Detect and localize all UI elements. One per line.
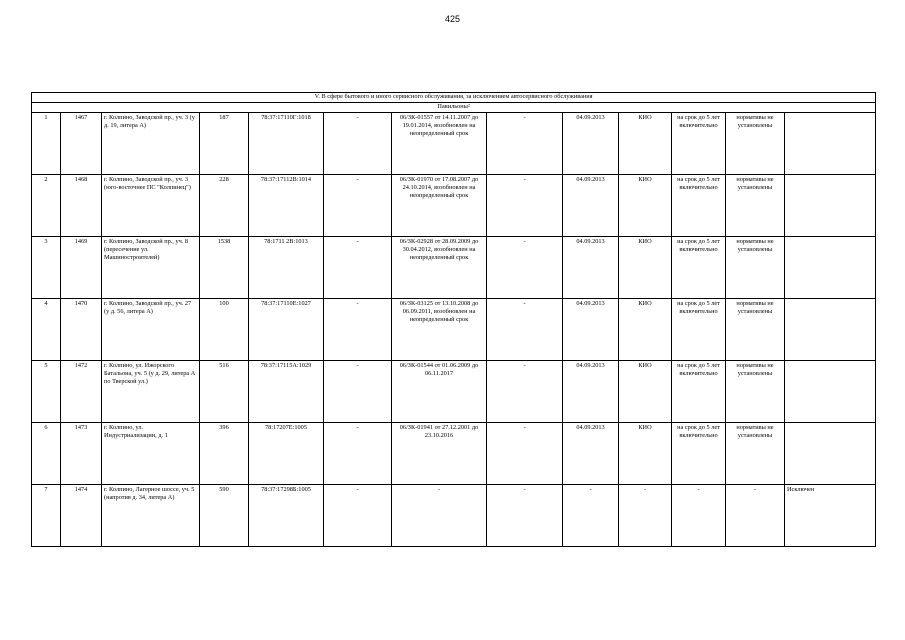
cell-document: 06/ЗК-03125 от 13.10.2008 до 06.09.2011, возобновлен на неопределенный срок xyxy=(392,299,487,361)
cell-registry-number: 1468 xyxy=(61,175,102,237)
registry-table-body xyxy=(32,93,876,547)
section-title-row xyxy=(32,93,876,103)
cell-note: Исключен xyxy=(785,485,876,547)
cell-registry-number: 1472 xyxy=(61,361,102,423)
cell-empty-cell: - xyxy=(324,237,392,299)
cell-address: г. Колпино, Заводской пр., уч. 3 (у д. 19, литера А) xyxy=(102,113,200,175)
cell-cadastral-number: 78:37:17298Б:1005 xyxy=(249,485,324,547)
cell-empty-cell: - xyxy=(324,113,392,175)
cell-row-number: 5 xyxy=(32,361,61,423)
cell-norms: нормативы не установлены xyxy=(726,361,785,423)
cell-document: 06/ЗК-02928 от 28.09.2009 до 30.04.2012, возобновлен на неопределенный срок xyxy=(392,237,487,299)
cell-empty-cell: - xyxy=(487,423,563,485)
cell-term: на срок до 5 лет включительно xyxy=(672,113,726,175)
cell-norms: нормативы не установлены xyxy=(726,299,785,361)
cell-registry-number: 1473 xyxy=(61,423,102,485)
cell-note xyxy=(785,423,876,485)
cell-term: на срок до 5 лет включительно xyxy=(672,237,726,299)
cell-row-number: 3 xyxy=(32,237,61,299)
cell-row-number: 4 xyxy=(32,299,61,361)
cell-area: 187 xyxy=(200,113,249,175)
cell-address: г. Колпино, ул. Ижорского Батальона, уч. 5 (у д. 29, литера А по Тверской ул.) xyxy=(102,361,200,423)
section-subtitle: Павильоны² xyxy=(32,103,876,113)
cell-empty-cell: - xyxy=(487,113,563,175)
cell-empty-cell: - xyxy=(324,361,392,423)
cell-empty-cell: - xyxy=(324,175,392,237)
cell-term: на срок до 5 лет включительно xyxy=(672,361,726,423)
cell-document: 06/ЗК-01544 от 01.06.2009 до 06.11.2017 xyxy=(392,361,487,423)
cell-authority: - xyxy=(619,485,672,547)
page-number: 425 xyxy=(444,14,461,24)
cell-empty-cell: - xyxy=(487,237,563,299)
table-row xyxy=(32,237,876,299)
cell-norms: нормативы не установлены xyxy=(726,175,785,237)
cell-row-number: 6 xyxy=(32,423,61,485)
cell-date: 04.09.2013 xyxy=(563,423,619,485)
cell-address: г. Колпино, Заводской пр., уч. 8 (пересечение ул. Машиностроителей) xyxy=(102,237,200,299)
cell-empty-cell: - xyxy=(487,361,563,423)
cell-date: 04.09.2013 xyxy=(563,113,619,175)
cell-document: 06/ЗК-01557 от 14.11.2007 до 19.01.2014, возобновлен на неопределенный срок xyxy=(392,113,487,175)
cell-empty-cell: - xyxy=(487,485,563,547)
cell-cadastral-number: 78:17207Е:1005 xyxy=(249,423,324,485)
cell-registry-number: 1469 xyxy=(61,237,102,299)
cell-address: г. Колпино, ул. Индустриализации, д. 1 xyxy=(102,423,200,485)
cell-cadastral-number: 78:37:17115А:1029 xyxy=(249,361,324,423)
cell-area: 516 xyxy=(200,361,249,423)
cell-cadastral-number: 78:37:17110Г:1018 xyxy=(249,113,324,175)
section-subtitle-row xyxy=(32,103,876,113)
cell-address: г. Колпино, Лагерное шоссе, уч. 5 (напротив д. 34, литера А) xyxy=(102,485,200,547)
cell-norms: нормативы не установлены xyxy=(726,423,785,485)
cell-cadastral-number: 78:37:17112В:1014 xyxy=(249,175,324,237)
table-row xyxy=(32,299,876,361)
cell-row-number: 7 xyxy=(32,485,61,547)
cell-area: 100 xyxy=(200,299,249,361)
cell-empty-cell: - xyxy=(487,299,563,361)
cell-registry-number: 1470 xyxy=(61,299,102,361)
cell-document: 06/ЗК-01970 от 17.08.2007 до 24.10.2014, возобновлен на неопределенный срок xyxy=(392,175,487,237)
cell-norms: - xyxy=(726,485,785,547)
cell-cadastral-number: 78:37:17110Е:1027 xyxy=(249,299,324,361)
cell-document: 06/ЗК-01941 от 27.12.2001 до 23.10.2016 xyxy=(392,423,487,485)
cell-date: 04.09.2013 xyxy=(563,299,619,361)
cell-area: 396 xyxy=(200,423,249,485)
table-row xyxy=(32,175,876,237)
cell-registry-number: 1474 xyxy=(61,485,102,547)
cell-term: на срок до 5 лет включительно xyxy=(672,175,726,237)
table-row xyxy=(32,113,876,175)
cell-authority: КИО xyxy=(619,361,672,423)
cell-area: 590 xyxy=(200,485,249,547)
section-title: V. В сфере бытового и иного сервисного обслуживания, за исключением автосервисного обслуживания xyxy=(32,93,876,103)
cell-cadastral-number: 78:1711 2В:1013 xyxy=(249,237,324,299)
cell-row-number: 2 xyxy=(32,175,61,237)
cell-authority: КИО xyxy=(619,423,672,485)
cell-area: 228 xyxy=(200,175,249,237)
cell-note xyxy=(785,113,876,175)
cell-authority: КИО xyxy=(619,237,672,299)
cell-date: - xyxy=(563,485,619,547)
cell-date: 04.09.2013 xyxy=(563,361,619,423)
cell-norms: нормативы не установлены xyxy=(726,113,785,175)
cell-term: - xyxy=(672,485,726,547)
cell-term: на срок до 5 лет включительно xyxy=(672,423,726,485)
cell-address: г. Колпино, Заводской пр., уч. 3 (юго-восточнее ПС "Колпинец") xyxy=(102,175,200,237)
cell-area: 1538 xyxy=(200,237,249,299)
cell-address: г. Колпино, Заводской пр., уч. 27 (у д. 56, литера А) xyxy=(102,299,200,361)
cell-empty-cell: - xyxy=(487,175,563,237)
cell-note xyxy=(785,237,876,299)
cell-document: - xyxy=(392,485,487,547)
cell-norms: нормативы не установлены xyxy=(726,237,785,299)
registry-table xyxy=(31,92,876,547)
cell-note xyxy=(785,175,876,237)
cell-authority: КИО xyxy=(619,113,672,175)
cell-term: на срок до 5 лет включительно xyxy=(672,299,726,361)
table-row xyxy=(32,361,876,423)
cell-authority: КИО xyxy=(619,299,672,361)
table-row xyxy=(32,423,876,485)
cell-empty-cell: - xyxy=(324,485,392,547)
cell-date: 04.09.2013 xyxy=(563,175,619,237)
cell-empty-cell: - xyxy=(324,299,392,361)
cell-registry-number: 1467 xyxy=(61,113,102,175)
cell-row-number: 1 xyxy=(32,113,61,175)
cell-note xyxy=(785,299,876,361)
table-row xyxy=(32,485,876,547)
cell-empty-cell: - xyxy=(324,423,392,485)
cell-date: 04.09.2013 xyxy=(563,237,619,299)
cell-note xyxy=(785,361,876,423)
cell-authority: КИО xyxy=(619,175,672,237)
